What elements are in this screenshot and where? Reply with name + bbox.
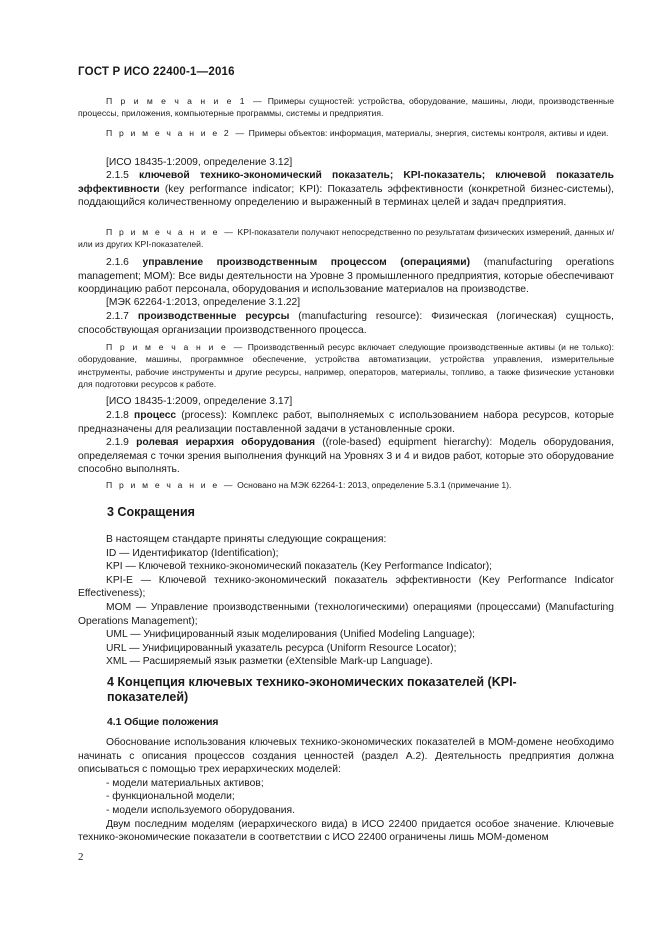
note-text: Примеры объектов: информация, материалы, энергия, системы контроля, активы и идеи. [248, 128, 609, 138]
section-3-body [78, 533, 614, 669]
abbreviation-item: KPI-E — Ключевой технико-экономический показатель эффективности (Key Performance Indicator Effectiveness); [78, 574, 614, 600]
note-label: П р и м е ч а н и е — [106, 342, 245, 352]
definition-text: ((role-based) equipment hierarchy): Модель оборудования, определяемая с точки зрения выполнения функций на Уровнях 3 и 4 и видов работ, которые это оборудование способно выполнять. [78, 437, 614, 476]
reference-2: [МЭК 62264-1:2013, определение 3.1.22] [106, 297, 301, 308]
note-label: П р и м е ч а н и е 2 — [106, 128, 247, 138]
clause-number: 2.1.5 [106, 170, 129, 181]
abbreviation-item: XML — Расширяемый язык разметки (eXtensible Mark-up Language). [106, 656, 433, 668]
term: ролевая иерархия оборудования [136, 437, 315, 448]
note-5 [78, 479, 614, 491]
note-label: П р и м е ч а н и е — [106, 227, 236, 237]
definition-text: (key performance indicator; KPI): Показатель эффективности (конкретной бизнес-системы), поддающийся количественному определению и выраженный в терминах целей и задач предприятия. [78, 183, 614, 209]
note-text: Производственный ресурс включает следующие производственные активы (и не только): оборудование, машины, программное обеспечение, устройства автоматизации, устройства управления, измерительные инструменты, рабочие инструменты и другие ресурсы, например, операторов, материалы, топливо, а также физические установки для подготовки ресурсов к работе. [78, 342, 614, 390]
abbreviation-item: MOM — Управление производственными (технологическими) операциями (процессами) (Manufacturing Operations Management); [78, 601, 614, 627]
reference-3: [ИСО 18435-1:2009, определение 3.17] [106, 396, 293, 407]
page-number: 2 [78, 851, 84, 863]
note-text: KPI-показатели получают непосредственно по результатам физических измерений, данных и/или из других KPI-показателей. [78, 227, 614, 250]
definition-text: (manufacturing operations management; MOM): Все виды деятельности на Уровне 3 промышленного предприятия, которые обеспечивают координацию работ персонала, оборудования и использование материалов на производстве. [78, 257, 614, 296]
section-4-body [78, 736, 614, 845]
list-item: - модели используемого оборудования. [106, 804, 295, 816]
abbreviation-item: URL — Унифицированный указатель ресурса (Uniform Resource Locator); [106, 642, 457, 654]
abbreviation-item: KPI — Ключевой технико-экономический показатель (Key Performance Indicator); [106, 561, 493, 573]
clause-number: 2.1.7 [106, 311, 129, 322]
clause-number: 2.1.6 [106, 257, 129, 268]
term: процесс [133, 410, 177, 421]
paragraph: Двум последним моделям (иерархического вида) в ИСО 22400 придается особое значение. Ключевые технико-экономические показатели в соответствии с ИСО 22400 ограничены лишь MOM-доменом [78, 818, 614, 844]
abbreviation-item: UML — Унифицированный язык моделирования (Unified Modeling Language); [106, 629, 475, 641]
term: производственные ресурсы [137, 311, 290, 322]
clause-number: 2.1.9 [106, 437, 129, 448]
section-3-heading: 3 Сокращения [107, 505, 195, 519]
note-2 [78, 127, 614, 139]
definition-text: (process): Комплекс работ, выполняемых с использованием набора ресурсов, которые предназначены для реализации поставленной задачи в установленные сроки. [78, 410, 614, 435]
definition-2-1-6 [78, 256, 614, 297]
clause-number: 2.1.8 [106, 410, 129, 421]
subsection-4-1-heading: 4.1 Общие положения [107, 717, 219, 728]
list-item: - функциональной модели; [106, 791, 235, 803]
list-item: - модели материальных активов; [106, 777, 264, 789]
abbreviation-item: ID — Идентификатор (Identification); [106, 547, 279, 559]
note-text: Основано на МЭК 62264-1: 2013, определение 5.3.1 (примечание 1). [237, 480, 512, 490]
note-3 [78, 226, 614, 251]
definition-text: (manufacturing resource): Физическая (логическая) сущность, способствующая организации производственного процесса. [78, 311, 614, 336]
definition-2-1-9 [78, 436, 614, 477]
reference-1: [ИСО 18435-1:2009, определение 3.12] [106, 157, 293, 168]
note-1 [78, 95, 614, 120]
term: ключевой технико-экономический показатель; KPI-показатель; ключевой показатель эффективности [78, 170, 614, 195]
term: управление производственным процессом (операциями) [142, 257, 471, 268]
note-4 [78, 341, 614, 391]
paragraph: Обоснование использования ключевых технико-экономических показателей в MOM-домене необходимо начинать с описания процессов создания ценностей (раздел А.2). Деятельность предприятия должна описываться с помощью трех иерархических моделей: [78, 737, 614, 776]
definition-2-1-8 [78, 409, 614, 436]
definition-2-1-7 [78, 310, 614, 337]
section-4-heading: 4 Концепция ключевых технико-экономических показателей (KPI-показателей) [107, 675, 517, 704]
definition-2-1-5 [78, 169, 614, 210]
note-label: П р и м е ч а н и е 1 — [106, 96, 264, 106]
section-3-intro: В настоящем стандарте приняты следующие сокращения: [106, 534, 387, 545]
note-label: П р и м е ч а н и е — [106, 480, 235, 490]
document-header: ГОСТ Р ИСО 22400-1—2016 [78, 66, 235, 78]
note-text: Примеры сущностей: устройства, оборудование, машины, люди, производственные процессы, приложения, компьютерные программы, системы и предприятия. [78, 96, 615, 119]
